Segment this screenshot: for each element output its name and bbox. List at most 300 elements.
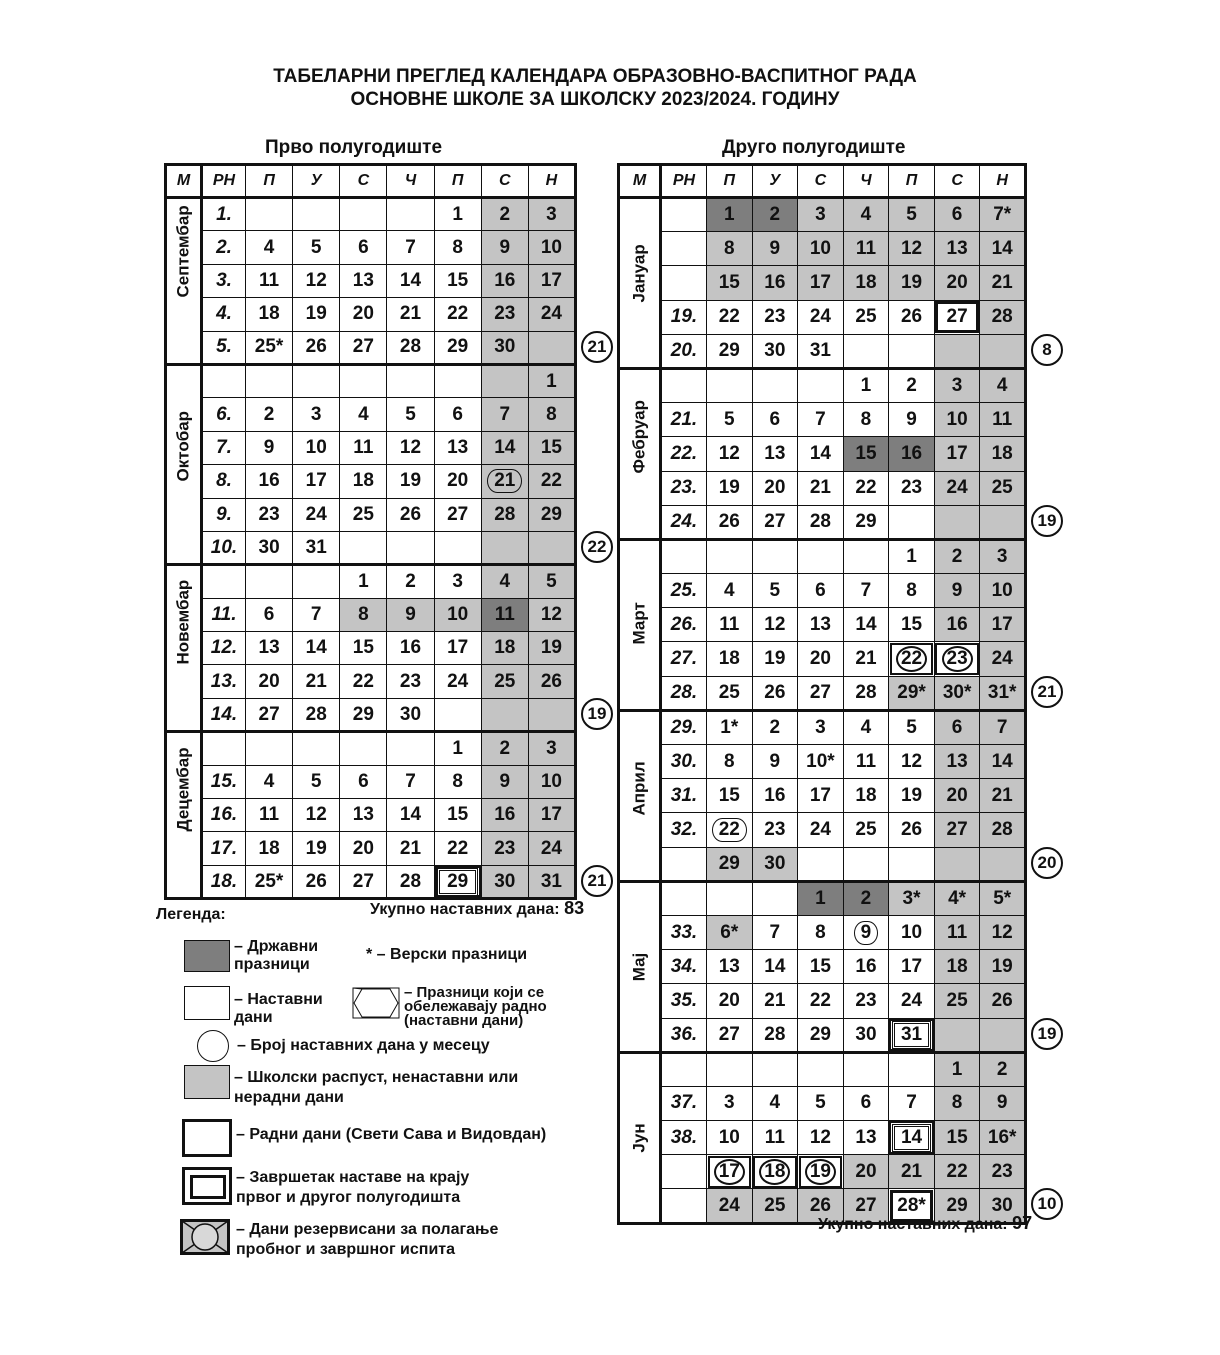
day-cell [889, 539, 935, 573]
day-cell [340, 264, 387, 297]
day-number: 3* [902, 887, 921, 909]
day-number: 26 [764, 681, 786, 703]
day-number: 25 [855, 818, 877, 840]
day-cell [340, 364, 387, 397]
day-number: 11 [719, 613, 740, 635]
day-number: 29 [718, 852, 740, 874]
day-cell [980, 950, 1026, 984]
day-number: 28 [855, 681, 877, 703]
day-cell [798, 676, 844, 710]
day-number: 4 [263, 770, 275, 792]
day-cell [246, 398, 293, 431]
day-cell [707, 1189, 753, 1223]
day-number: 29 [352, 703, 374, 725]
day-number: 2 [499, 737, 511, 759]
day-cell [980, 813, 1026, 847]
day-cell [293, 498, 340, 531]
week-row [619, 676, 1026, 710]
legend-teaching-days: – Наставни дани [234, 991, 323, 1026]
day-cell [246, 665, 293, 698]
day-cell [934, 847, 980, 881]
day-number: 31 [305, 536, 327, 558]
day-cell [889, 334, 935, 368]
day-cell [707, 984, 753, 1018]
month-name: Март [629, 602, 649, 645]
day-number: 21 [991, 271, 1013, 293]
week-row [619, 710, 1026, 744]
day-number: 22 [712, 818, 747, 842]
day-number: 15 [718, 784, 740, 806]
month-day-count: 20 [1031, 847, 1063, 879]
day-number: 13 [718, 955, 740, 977]
day-number: 31* [987, 681, 1017, 703]
day-cell [707, 368, 753, 402]
day-cell [434, 531, 481, 564]
day-cell [889, 505, 935, 539]
day-number: 22 [855, 477, 877, 499]
day-cell [293, 598, 340, 631]
week-number: 24. [661, 505, 707, 539]
day-number: 13 [764, 442, 786, 464]
day-cell [934, 984, 980, 1018]
day-number: 21 [764, 989, 786, 1011]
day-cell [934, 266, 980, 300]
day-number: 20 [447, 470, 469, 492]
day-cell [889, 403, 935, 437]
day-number: 27 [447, 503, 469, 525]
day-cell [528, 732, 575, 765]
day-cell [293, 264, 340, 297]
day-cell [798, 266, 844, 300]
day-cell [889, 1018, 935, 1052]
day-number: 3 [815, 204, 826, 226]
day-cell [293, 331, 340, 364]
day-number: 3 [815, 716, 826, 738]
legend-working-days-text: Радни дани (Свети Сава и Видовдан) [249, 1126, 547, 1143]
day-number: 19 [305, 837, 327, 859]
day-cell [752, 1018, 798, 1052]
day-cell [707, 813, 753, 847]
day-cell [528, 231, 575, 264]
week-number: 33. [661, 915, 707, 949]
day-cell [481, 565, 528, 598]
header-5: Ч [843, 165, 889, 198]
day-number: 6 [358, 770, 369, 792]
day-cell [528, 632, 575, 665]
day-number: 11 [259, 269, 280, 291]
week-row [619, 539, 1026, 573]
week-number: 2. [202, 231, 246, 264]
day-number: 16 [764, 784, 786, 806]
day-number: 11 [992, 408, 1013, 430]
day-number: 18 [855, 271, 877, 293]
day-cell [798, 574, 844, 608]
day-number: 4 [996, 375, 1008, 397]
header-6: П [434, 165, 481, 198]
day-number: 5 [723, 408, 735, 430]
day-cell [752, 437, 798, 471]
day-number: 18 [991, 442, 1013, 464]
day-cell [980, 1121, 1026, 1155]
day-cell [707, 539, 753, 573]
day-number: 7* [993, 204, 1012, 226]
day-cell [843, 881, 889, 915]
week-row [166, 465, 576, 498]
day-cell [246, 431, 293, 464]
day-number: 30 [258, 536, 280, 558]
day-cell [340, 198, 387, 231]
day-cell [707, 915, 753, 949]
day-number: 10 [540, 236, 562, 258]
day-cell [434, 498, 481, 531]
day-number: 8 [815, 921, 826, 943]
week-row [619, 471, 1026, 505]
day-number: 5 [906, 716, 917, 738]
day-number: 16* [987, 1126, 1017, 1148]
day-cell [889, 915, 935, 949]
day-cell [752, 198, 798, 232]
day-number: 13 [352, 804, 374, 826]
day-cell [980, 300, 1026, 334]
day-cell [340, 298, 387, 331]
day-cell [528, 298, 575, 331]
week-number: 8. [202, 465, 246, 498]
day-cell [752, 403, 798, 437]
day-number: 20 [855, 1160, 877, 1182]
day-cell [387, 465, 434, 498]
day-number: 8 [906, 579, 917, 601]
day-cell [707, 1086, 753, 1120]
month-day-count: 10 [1031, 1188, 1063, 1220]
day-cell [340, 732, 387, 765]
day-cell [843, 915, 889, 949]
day-cell [889, 779, 935, 813]
day-cell [434, 765, 481, 798]
week-number: 9. [202, 498, 246, 531]
day-number: 26 [305, 870, 327, 892]
day-cell [752, 779, 798, 813]
day-number: 17 [447, 637, 469, 659]
day-number: 25 [855, 306, 877, 328]
day-number: 17 [809, 784, 831, 806]
day-number: 13 [946, 237, 968, 259]
day-number: 10 [305, 436, 327, 458]
day-number: 21 [855, 648, 877, 670]
second-total [818, 1213, 1032, 1234]
day-cell [934, 950, 980, 984]
day-number: 18 [258, 837, 280, 859]
day-number: 23 [942, 646, 973, 672]
day-number: 15 [718, 271, 740, 293]
header-4: С [798, 165, 844, 198]
legend-end-term-text: Завршетак наставе на крају првог и другог полугодишта [236, 1169, 470, 1206]
day-number: 22 [896, 646, 927, 672]
week-number: 20. [661, 334, 707, 368]
day-cell [481, 865, 528, 898]
day-cell [387, 298, 434, 331]
day-number: 5 [546, 570, 557, 592]
day-cell [707, 642, 753, 676]
day-cell [246, 231, 293, 264]
day-number: 1 [452, 737, 463, 759]
day-cell [528, 364, 575, 397]
day-cell [934, 539, 980, 573]
day-number: 3 [723, 1092, 735, 1114]
day-cell [843, 1121, 889, 1155]
week-row [619, 950, 1026, 984]
month-day-count: 19 [581, 698, 613, 730]
day-number: 24 [447, 670, 469, 692]
day-cell [387, 765, 434, 798]
day-number: 20 [258, 670, 280, 692]
week-row [619, 1052, 1026, 1086]
legend-break: – Школски распуст, ненаставни или нерадни дани [234, 1069, 519, 1106]
day-cell [934, 745, 980, 779]
day-cell [752, 334, 798, 368]
day-number: 15 [540, 436, 562, 458]
first-total-value: 83 [564, 898, 585, 918]
day-number: 24 [809, 818, 831, 840]
day-cell [889, 437, 935, 471]
legend-marked-holidays-text: Празници који се обележавају радно (наставни дани) [404, 984, 547, 1029]
day-cell [707, 676, 753, 710]
day-number: 29 [447, 336, 469, 358]
day-number: 9 [951, 579, 963, 601]
day-number: 6 [358, 236, 369, 258]
week-number [661, 847, 707, 881]
day-cell [798, 984, 844, 1018]
day-cell [980, 745, 1026, 779]
day-cell [934, 813, 980, 847]
day-cell [752, 505, 798, 539]
day-cell [934, 881, 980, 915]
day-cell [889, 232, 935, 266]
week-row [166, 531, 576, 564]
day-cell [980, 232, 1026, 266]
week-row [619, 368, 1026, 402]
day-cell [980, 710, 1026, 744]
day-cell [707, 300, 753, 334]
day-cell [246, 832, 293, 865]
day-number: 19 [900, 271, 923, 293]
day-cell [934, 1121, 980, 1155]
day-cell [980, 1155, 1026, 1189]
week-number [661, 198, 707, 232]
day-cell [980, 437, 1026, 471]
week-row [619, 779, 1026, 813]
day-cell [528, 198, 575, 231]
header-1: РН [202, 165, 246, 198]
day-cell [843, 403, 889, 437]
day-cell [707, 608, 753, 642]
day-cell [980, 403, 1026, 437]
day-number: 17 [809, 271, 831, 293]
day-number: 24 [540, 303, 562, 325]
day-cell [843, 710, 889, 744]
day-number: 28 [494, 503, 516, 525]
day-number: 19 [305, 303, 327, 325]
day-cell [340, 865, 387, 898]
day-cell [340, 698, 387, 731]
week-row [619, 984, 1026, 1018]
day-cell [481, 298, 528, 331]
day-cell [528, 398, 575, 431]
week-number [661, 1052, 707, 1086]
month-name: Јун [629, 1123, 649, 1153]
day-cell [481, 364, 528, 397]
day-number: 9 [854, 921, 879, 945]
day-number: 10 [718, 1126, 740, 1148]
day-number: 24 [991, 648, 1013, 670]
day-cell [889, 847, 935, 881]
day-cell [980, 1086, 1026, 1120]
day-cell [980, 915, 1026, 949]
day-number: 26 [900, 818, 923, 840]
day-cell [707, 266, 753, 300]
day-cell [798, 881, 844, 915]
day-cell [340, 632, 387, 665]
day-cell [798, 950, 844, 984]
day-cell [481, 264, 528, 297]
month-name-cell [619, 1052, 661, 1223]
day-cell [387, 565, 434, 598]
day-number: 15 [352, 637, 374, 659]
day-number: 1 [951, 1058, 963, 1080]
day-cell [980, 1018, 1026, 1052]
day-number: 22 [540, 470, 562, 492]
day-cell [843, 984, 889, 1018]
day-cell [798, 1121, 844, 1155]
second-semester-title: Друго полугодиште [722, 137, 906, 158]
day-number: 24 [305, 503, 327, 525]
day-number: 7 [499, 403, 511, 425]
day-cell [980, 984, 1026, 1018]
month-day-count: 22 [581, 531, 613, 563]
day-number: 6* [720, 921, 739, 943]
day-cell [934, 232, 980, 266]
day-number: 4 [860, 716, 872, 738]
day-number: 16 [258, 470, 280, 492]
week-row [619, 642, 1026, 676]
week-row [166, 832, 576, 865]
day-cell [246, 732, 293, 765]
day-cell [481, 765, 528, 798]
day-cell [707, 1121, 753, 1155]
day-number: 7 [405, 770, 416, 792]
day-number: 5 [310, 770, 322, 792]
day-number: 1 [860, 375, 872, 397]
month-name: Април [629, 761, 649, 816]
day-number: 30 [494, 336, 516, 358]
day-cell [980, 334, 1026, 368]
day-cell [889, 813, 935, 847]
day-cell [707, 950, 753, 984]
header-6: П [889, 165, 935, 198]
day-number: 9 [769, 750, 781, 772]
legend-teaching-days-text: Наставни дани [234, 991, 323, 1026]
day-number: 12 [718, 442, 740, 464]
week-row [166, 598, 576, 631]
day-number: 2 [263, 403, 275, 425]
week-number: 22. [661, 437, 707, 471]
week-number: 32. [661, 813, 707, 847]
day-number: 12 [900, 750, 923, 772]
day-number: 5 [906, 204, 917, 226]
week-number: 10. [202, 531, 246, 564]
day-number: 1 [906, 545, 917, 567]
day-cell [387, 865, 434, 898]
day-number: 26 [809, 1194, 831, 1216]
day-cell [798, 505, 844, 539]
day-number: 23 [855, 989, 877, 1011]
week-row [166, 665, 576, 698]
day-number: 24 [540, 837, 562, 859]
day-number: 23 [764, 818, 786, 840]
day-cell [980, 642, 1026, 676]
day-cell [934, 676, 980, 710]
week-row [166, 198, 576, 231]
day-cell [752, 642, 798, 676]
day-cell [434, 698, 481, 731]
day-number: 15 [447, 269, 469, 291]
week-number [661, 539, 707, 573]
day-cell [980, 881, 1026, 915]
day-cell [293, 865, 340, 898]
week-row [166, 298, 576, 331]
day-cell [387, 632, 434, 665]
day-cell [481, 732, 528, 765]
day-cell [843, 437, 889, 471]
day-number: 22 [447, 303, 469, 325]
day-number: 14 [399, 804, 422, 826]
day-number: 20 [352, 303, 374, 325]
day-cell [707, 437, 753, 471]
legend-exam-days-icon [180, 1219, 230, 1255]
day-number: 3 [310, 403, 322, 425]
day-number: 23 [494, 837, 516, 859]
week-row [166, 498, 576, 531]
day-cell [293, 531, 340, 564]
day-number: 5 [405, 403, 416, 425]
day-cell [934, 437, 980, 471]
week-number: 19. [661, 300, 707, 334]
day-number: 16 [900, 442, 923, 464]
day-cell [387, 331, 434, 364]
day-number: 14 [305, 637, 327, 659]
day-cell [980, 1052, 1026, 1086]
day-cell [798, 198, 844, 232]
month-name: Мај [629, 952, 649, 981]
day-number: 10 [540, 770, 562, 792]
day-number: 23 [764, 306, 786, 328]
day-number: 4* [948, 887, 967, 909]
day-cell [293, 565, 340, 598]
week-number: 16. [202, 799, 246, 832]
day-cell [246, 565, 293, 598]
day-number: 22 [946, 1160, 968, 1182]
title-line-1: ТАБЕЛАРНИ ПРЕГЛЕД КАЛЕНДАРА ОБРАЗОВНО-ВАСПИТНОГ РАДА [273, 66, 917, 87]
day-cell [934, 1086, 980, 1120]
day-number: 11 [764, 1126, 785, 1148]
week-number: 1. [202, 198, 246, 231]
day-cell [293, 298, 340, 331]
day-cell [434, 598, 481, 631]
day-cell [752, 232, 798, 266]
day-number: 10 [946, 408, 968, 430]
month-name-cell [619, 539, 661, 710]
day-cell [293, 698, 340, 731]
day-number: 10 [809, 237, 831, 259]
